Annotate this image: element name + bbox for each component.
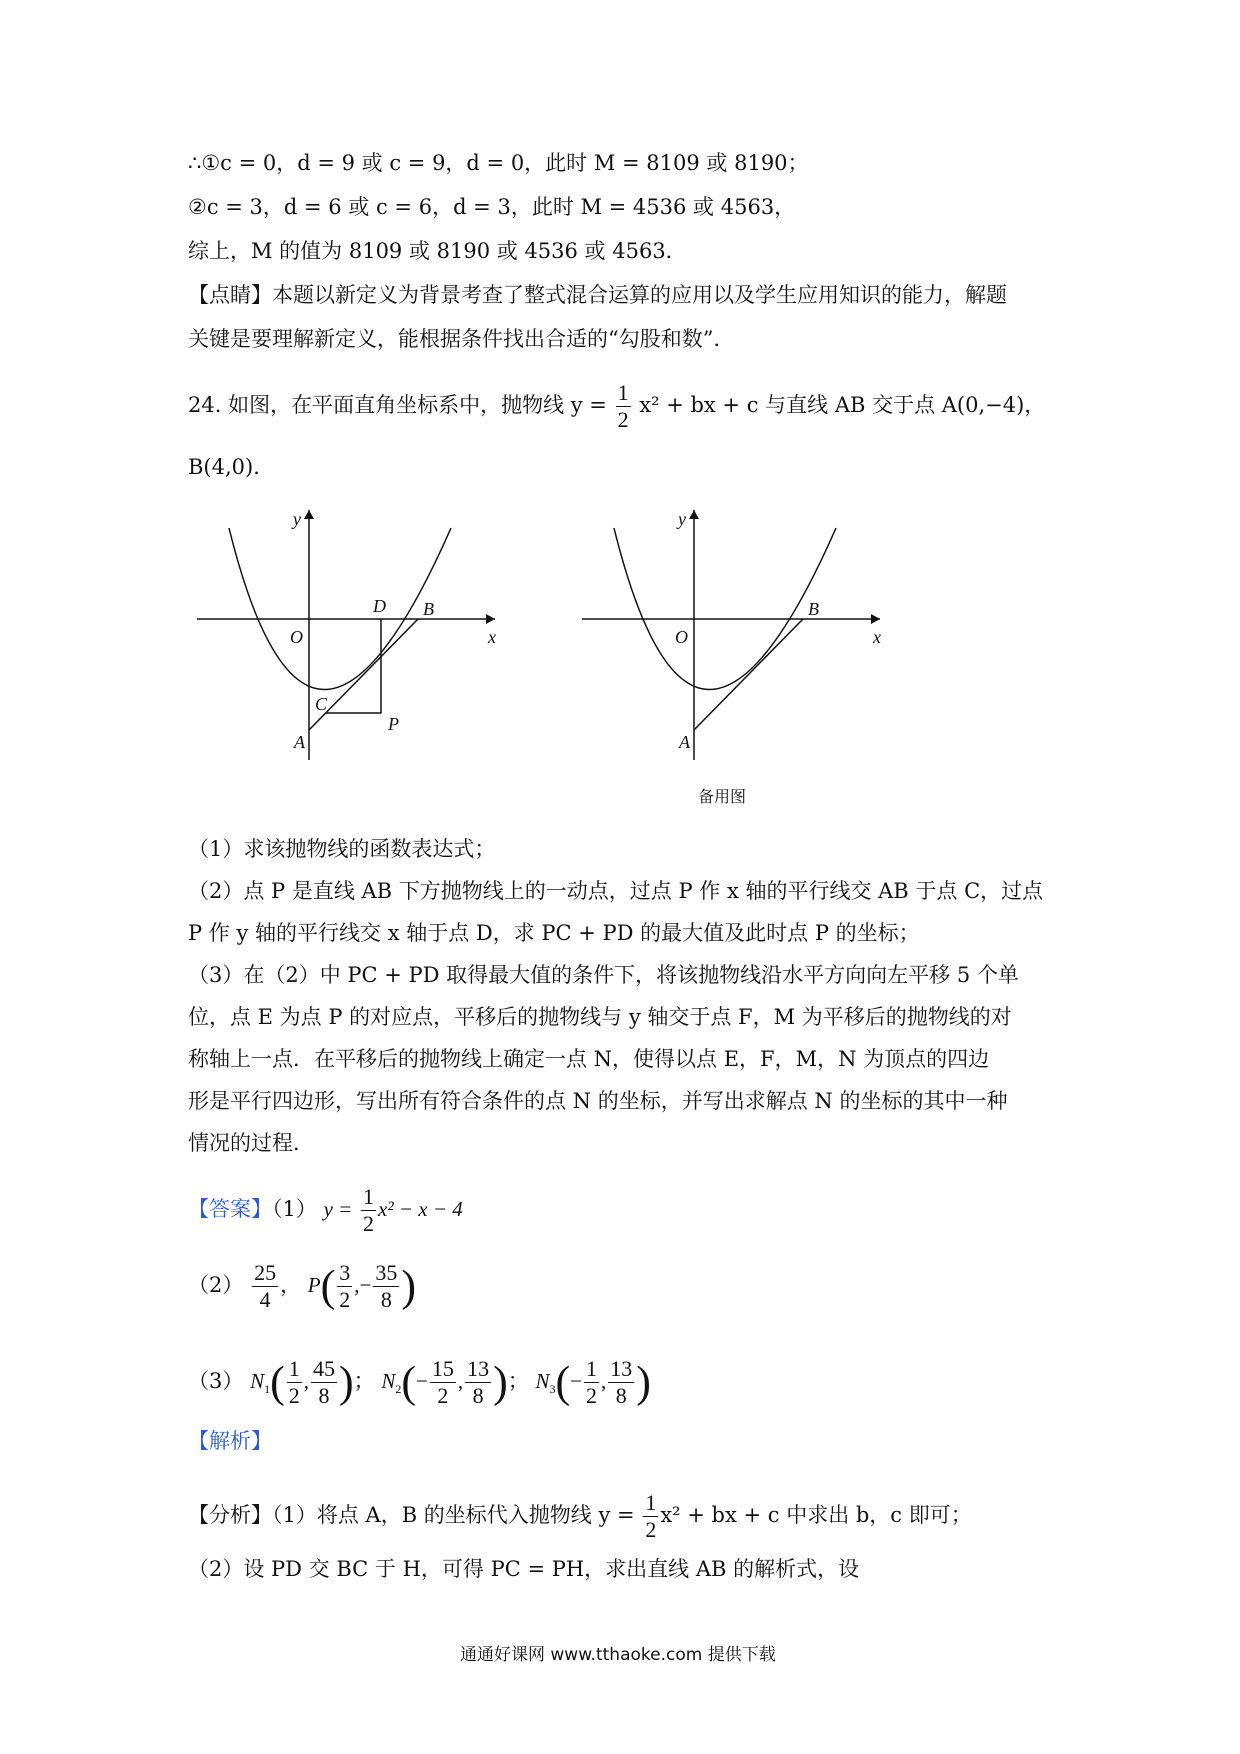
sub-question-3-cont: 情况的过程．: [188, 1131, 314, 1155]
q24-prefix: 24. 如图，在平面直角坐标系中，抛物线 y =: [188, 393, 607, 417]
point-b-label: B: [423, 599, 434, 619]
separator: ，: [280, 1273, 302, 1297]
fraction: $\frac{13}{8}$: [467, 1356, 490, 1408]
answer-3-label: （3）: [188, 1369, 244, 1393]
fraction: $\frac{1}{2}$: [645, 1490, 657, 1542]
point-p: P: [307, 1273, 321, 1297]
fraction: $\frac{1}{2}$: [617, 380, 629, 432]
y-axis-label: y: [678, 509, 686, 529]
analysis-2: （2）设 PD 交 BC 于 H，可得 PC = PH，求出直线 AB 的解析式，设: [188, 1557, 860, 1581]
point-b-label: B: [808, 599, 819, 619]
point-a-label: A: [294, 732, 305, 752]
answer-tag: 【答案】: [188, 1197, 272, 1221]
question-24-stem: [188, 380, 1045, 433]
answer-1-rhs: x² − x − 4: [378, 1197, 463, 1221]
x-axis-label: x: [873, 627, 881, 647]
fraction: $\frac{35}{8}$: [375, 1260, 398, 1312]
fraction: $\frac{3}{2}$: [339, 1260, 351, 1312]
origin-label: O: [290, 627, 303, 647]
analysis-1: [188, 1490, 972, 1543]
sub-question-3: （3）在（2）中 PC + PD 取得最大值的条件下，将该抛物线沿水平方向向左平移 5 个单: [188, 963, 1019, 987]
sub-question-3-cont: 位，点 E 为点 P 的对应点，平移后的抛物线与 y 轴交于点 F，M 为平移后的抛物线的对: [188, 1005, 1012, 1029]
answer-2: （2） $\frac{25}{4}$ ， P( $\frac{3}{2}$ ,− $\frac{35}{8}$ ): [188, 1260, 416, 1312]
comment-line: 关键是要理解新定义，能根据条件找出合适的“勾股和数”．: [188, 327, 735, 351]
fraction: $\frac{1}{2}$: [585, 1356, 597, 1408]
answer-1: [188, 1184, 463, 1237]
comment-line: 【点睛】本题以新定义为背景考查了整式混合运算的应用以及学生应用知识的能力，解题: [188, 283, 1007, 307]
y-axis-label: y: [293, 509, 301, 529]
x-axis-label: x: [488, 627, 496, 647]
text-line: ②c = 3，d = 6 或 c = 6，d = 3，此时 M = 4536 或 4563，: [188, 195, 796, 219]
sub-question-1: （1）求该抛物线的函数表达式；: [188, 837, 496, 861]
text-line: ∴①c = 0，d = 9 或 c = 9，d = 0，此时 M = 8109 或 8190；: [188, 151, 809, 175]
analysis-prefix: 【分析】（1）将点 A，B 的坐标代入抛物线 y =: [188, 1503, 635, 1527]
sub-question-2: （2）点 P 是直线 AB 下方抛物线上的一动点，过点 P 作 x 轴的平行线交 AB 于点 C，过点: [188, 879, 1044, 903]
fraction: $\frac{25}{4}$: [254, 1260, 277, 1312]
sub-question-3-cont: 形是平行四边形，写出所有符合条件的点 N 的坐标，并写出求解点 N 的坐标的其中一种: [188, 1089, 1008, 1113]
answer-1-label: （1）: [272, 1197, 317, 1221]
q24-suffix: x² + bx + c 与直线 AB 交于点 A(0,−4)，: [639, 393, 1046, 417]
fraction: $\frac{13}{8}$: [610, 1356, 633, 1408]
fraction: $\frac{15}{2}$: [431, 1356, 454, 1408]
figure-main: [190, 500, 520, 770]
sub-question-3-cont: 称轴上一点．在平移后的抛物线上确定一点 N，使得以点 E，F，M，N 为顶点的四边: [188, 1047, 990, 1071]
figure-backup: [575, 500, 905, 810]
point-a-label: A: [679, 732, 690, 752]
fraction: $\frac{1}{2}$: [288, 1356, 300, 1408]
page-footer: 通通好课网 www.tthaoke.com 提供下载: [460, 1645, 776, 1665]
figure-caption: 备用图: [698, 787, 747, 806]
origin-label: O: [675, 627, 688, 647]
fraction: $\frac{1}{2}$: [363, 1184, 374, 1236]
question-24-point-b: B(4,0)．: [188, 455, 275, 479]
analysis-tag: 【解析】: [188, 1429, 272, 1453]
point-c-label: C: [315, 694, 328, 714]
text-line: 综上，M 的值为 8109 或 8190 或 4536 或 4563．: [188, 239, 687, 263]
answer-2-label: （2）: [188, 1273, 244, 1297]
point-d-label: D: [373, 596, 386, 616]
answer-1-lhs: y =: [323, 1197, 353, 1221]
point-p-label: P: [388, 714, 399, 734]
answer-3: （3） $N_1$( $\frac{1}{2}$ , $\frac{45}{8}$ )； $N_2(-$ $\frac{15}{2}$ , $\frac{13}{8}$ )； $N_3(-$ $\frac{1}{2}$ , $\frac{13}{8}$ ): [188, 1356, 651, 1408]
analysis-suffix: x² + bx + c 中求出 b，c 即可；: [660, 1503, 972, 1527]
fraction: $\frac{45}{8}$: [312, 1356, 335, 1408]
sub-question-2-cont: P 作 y 轴的平行线交 x 轴于点 D，求 PC + PD 的最大值及此时点 P 的坐标；: [188, 921, 920, 945]
